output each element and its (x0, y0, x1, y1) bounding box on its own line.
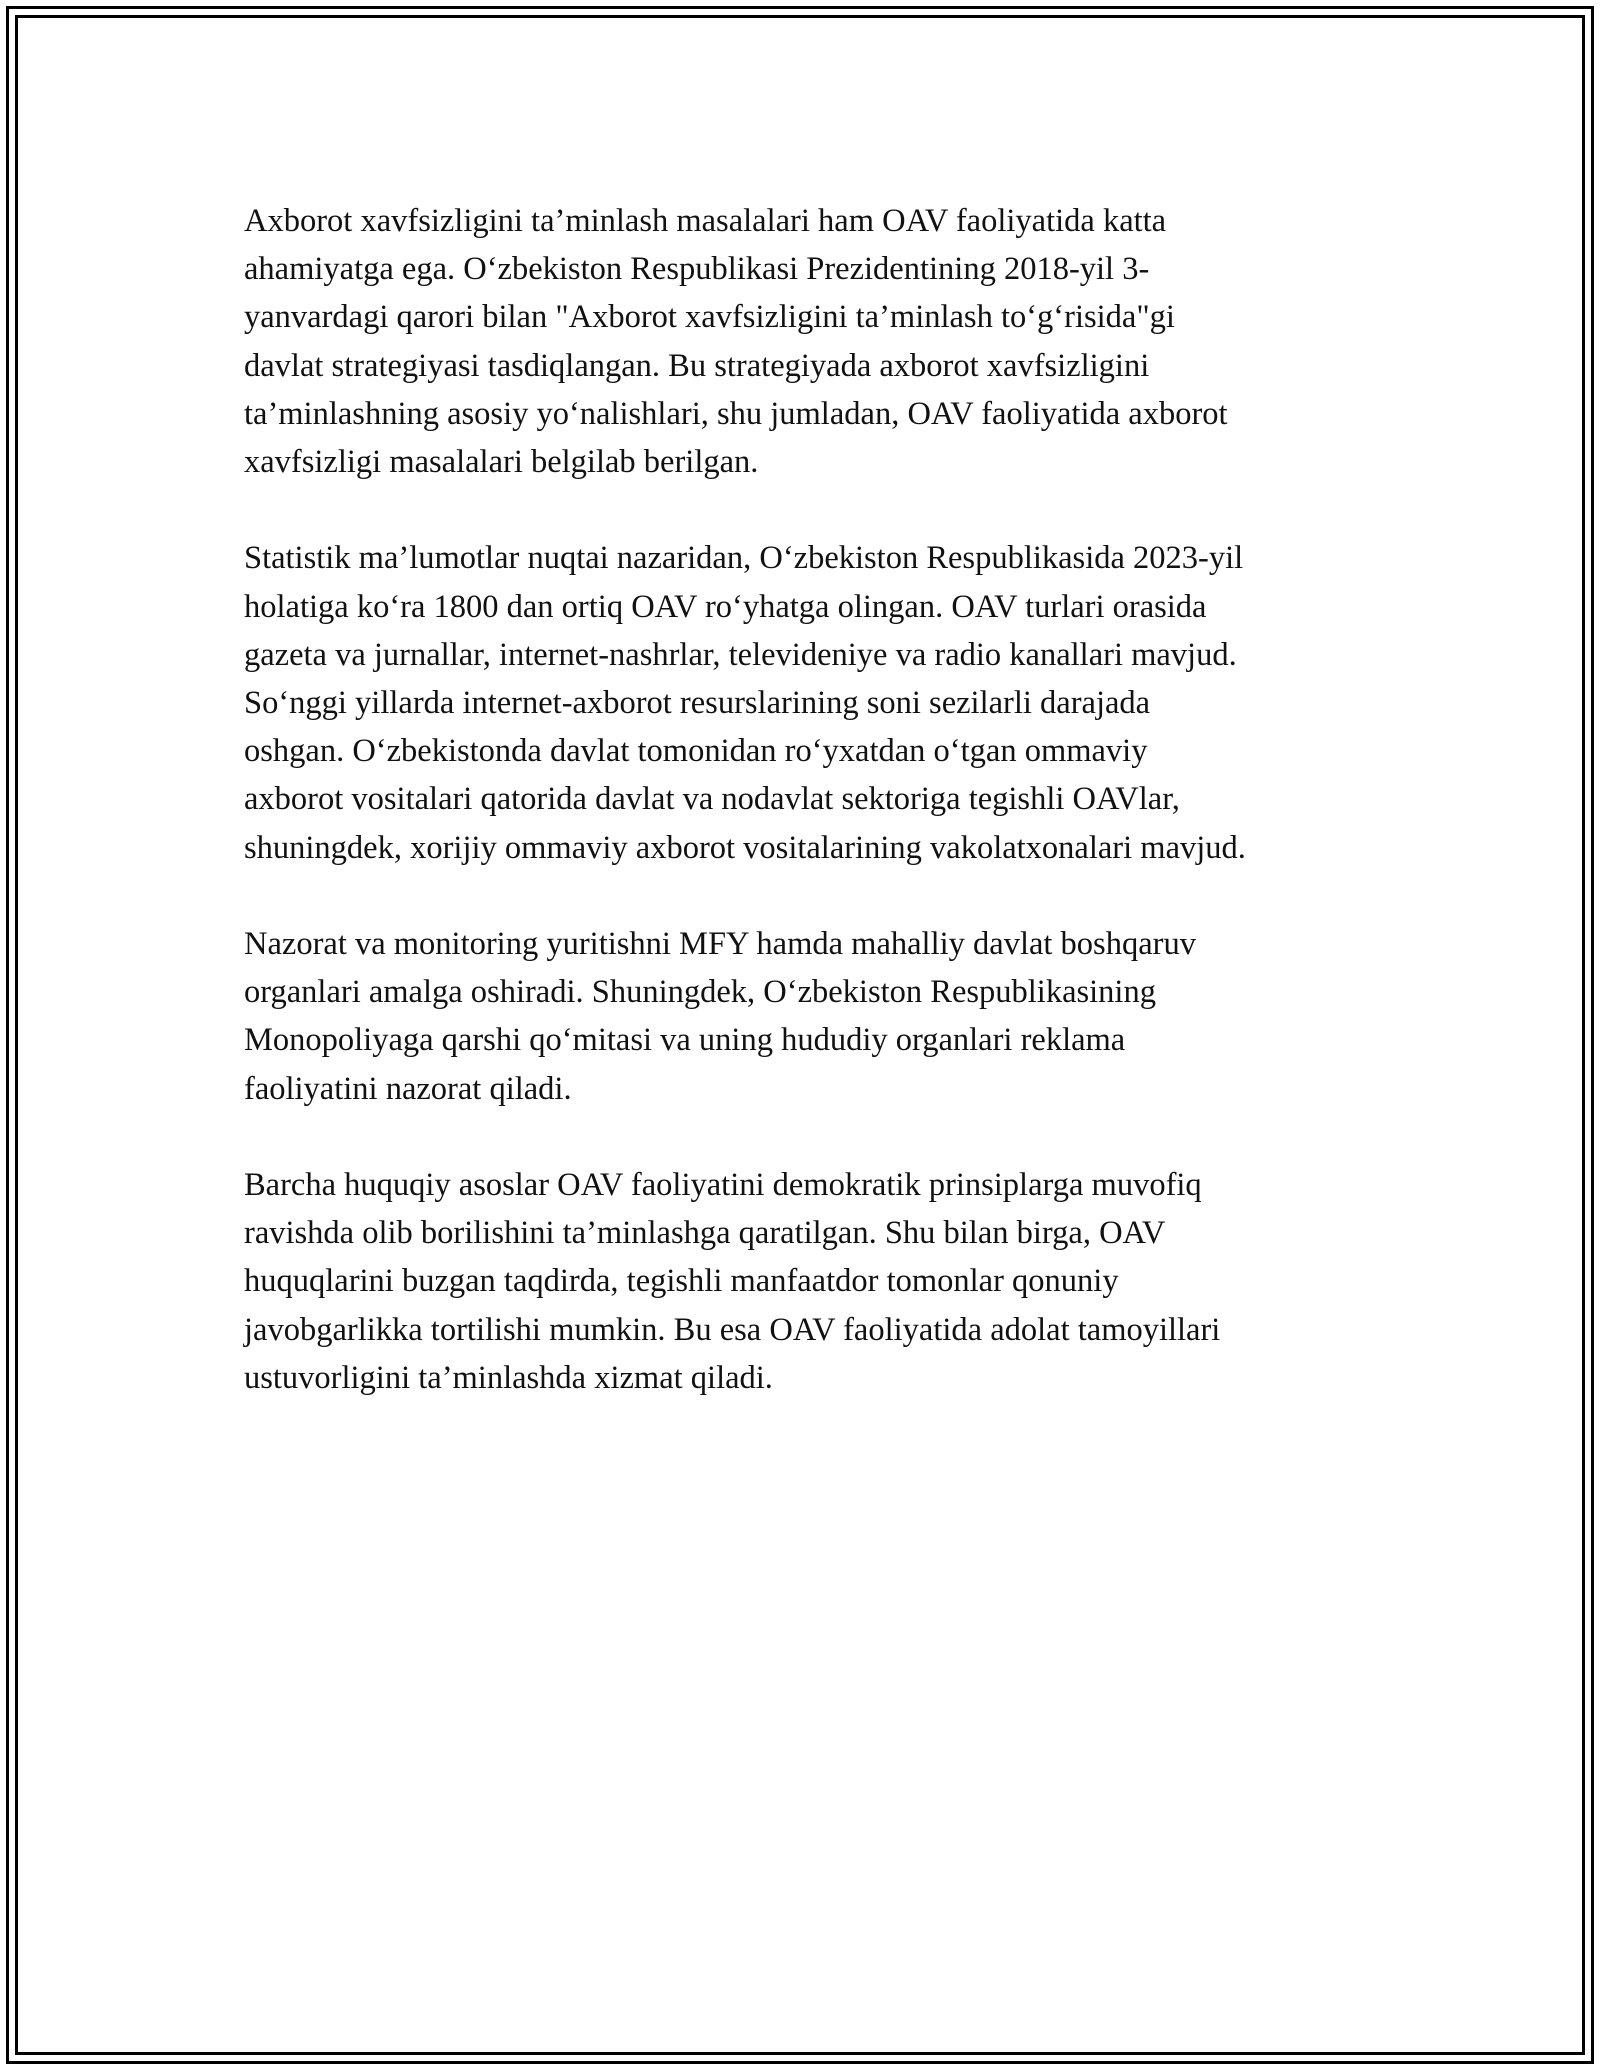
paragraph-monitoring: Nazorat va monitoring yuritishni MFY hamda mahalliy davlat boshqaruv organlari amalga oshiradi. Shuningdek, O‘zbekiston Respublikasining Monopoliyaga qarshi qo‘mitasi va uning hududiy organlari reklama faoliyatini nazorat qiladi. (244, 926, 1196, 1107)
paragraph-statistics: Statistik ma’lumotlar nuqtai nazaridan, O‘zbekiston Respublikasida 2023-yil holatiga ko‘ra 1800 dan ortiq OAV ro‘yhatga olingan. OAV turlari orasida gazeta va jurnallar, internet-nashrlar, televideniye va radio kanallari mavjud. So‘nggi yillarda internet-axborot resurslarining soni sezilarli darajada oshgan. O‘zbekistonda davlat tomonidan ro‘yxatdan o‘tgan ommaviy axborot vositalari qatorida davlat va nodavlat sektoriga tegishli OAVlar, shuningdek, xorijiy ommaviy axborot vositalarining vakolatxonalari mavjud. (244, 540, 1246, 866)
paragraph-information-security: Axborot xavfsizligini ta’minlash masalalari ham OAV faoliyatida katta ahamiyatga ega. O‘zbekiston Respublikasi Prezidentining 2018-yil 3- yanvardagi qarori bilan "Axborot xavfsizligini ta’minlash to‘g‘risida"gi davlat strategiyasi tasdiqlangan. Bu strategiyada axborot xavfsizligini ta’minlashning asosiy yo‘nalishlari, shu jumladan, OAV faoliyatida axborot xavfsizligi masalalari belgilab berilgan. (244, 203, 1228, 481)
page-border-outer (6, 6, 1594, 2064)
paragraph-legal-foundations: Barcha huquqiy asoslar OAV faoliyatini demokratik prinsiplarga muvofiq ravishda olib borilishini ta’minlashga qaratilgan. Shu bilan birga, OAV huquqlarini buzgan taqdirda, tegishli manfaatdor tomonlar qonuniy javobgarlikka tortilishi mumkin. Bu esa OAV faoliyatida adolat tamoyillari ustuvorligini ta’minlashda xizmat qiladi. (244, 1167, 1221, 1396)
document-body (244, 197, 1394, 1450)
